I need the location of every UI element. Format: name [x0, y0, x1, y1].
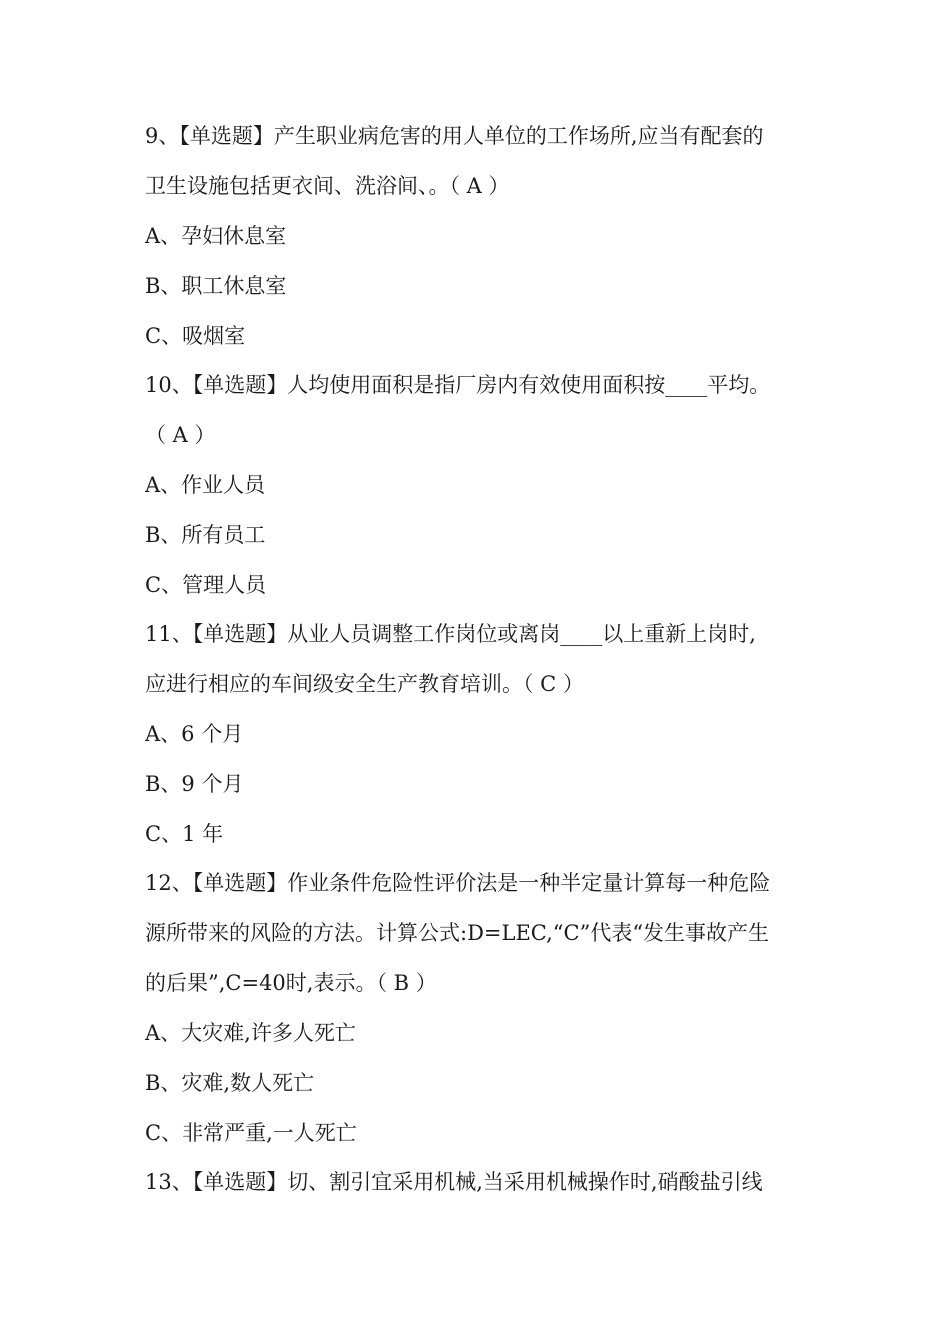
question-10-line-1: 10、【单选题】人均使用面积是指厂房内有效使用面积按____平均。: [145, 373, 771, 397]
question-11-option-c: C、1 年: [145, 822, 224, 846]
question-12-option-c: C、非常严重,一人死亡: [145, 1121, 357, 1145]
question-9-line-1: 9、【单选题】产生职业病危害的用人单位的工作场所,应当有配套的: [145, 124, 764, 148]
question-9-option-a: A、孕妇休息室: [145, 224, 287, 248]
question-10-option-b: B、所有员工: [145, 523, 266, 547]
question-12-option-a: A、大灾难,许多人死亡: [145, 1021, 356, 1045]
question-10-option-a: A、作业人员: [145, 473, 266, 497]
question-11-line-2: 应进行相应的车间级安全生产教育培训。（ C ）: [145, 672, 584, 696]
question-10-line-2: （ A ）: [145, 423, 216, 447]
question-13-line-1: 13、【单选题】切、割引宜采用机械,当采用机械操作时,硝酸盐引线: [145, 1170, 763, 1194]
question-11-line-1: 11、【单选题】从业人员调整工作岗位或离岗____以上重新上岗时,: [145, 622, 756, 646]
question-12-option-b: B、灾难,数人死亡: [145, 1071, 315, 1095]
question-9-line-2: 卫生设施包括更衣间、洗浴间、。（ A ）: [145, 174, 510, 198]
question-11-option-b: B、9 个月: [145, 772, 244, 796]
question-12-line-2: 源所带来的风险的方法。计算公式:D=LEC,“C”代表“发生事故产生: [145, 921, 770, 945]
question-11-option-a: A、6 个月: [145, 722, 244, 746]
question-9-option-b: B、职工休息室: [145, 274, 287, 298]
question-12-line-1: 12、【单选题】作业条件危险性评价法是一种半定量计算每一种危险: [145, 871, 771, 895]
question-10-option-c: C、管理人员: [145, 573, 267, 597]
question-9-option-c: C、吸烟室: [145, 324, 246, 348]
question-12-line-3: 的后果”,C=40时,表示。（ B ）: [145, 971, 437, 995]
